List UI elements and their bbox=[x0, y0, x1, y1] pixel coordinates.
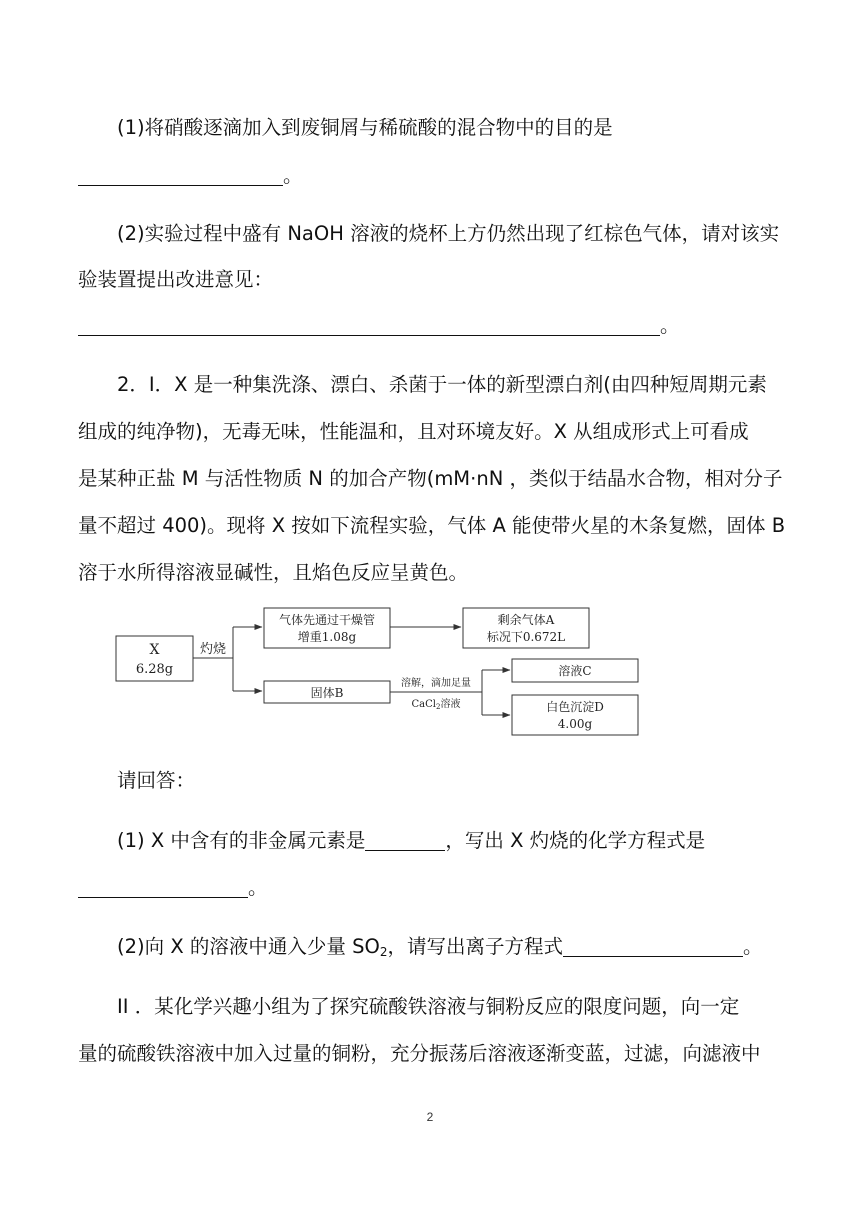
q1-part2-answer: 。 bbox=[78, 312, 680, 340]
answer-blank[interactable] bbox=[365, 830, 445, 851]
dissolve-line2: CaCl$_2$溶液 bbox=[411, 699, 461, 711]
q1-part2-cont: 验装置提出改进意见： bbox=[78, 268, 274, 291]
answer-blank[interactable] bbox=[563, 936, 743, 957]
flow-diagram bbox=[110, 600, 650, 740]
q2-sub1-answer: 。 bbox=[78, 874, 268, 902]
q2-intro-line: 是某种正盐 M 与活性物质 N 的加合产物(mM·nN ，类似于结晶水合物，相对分子 bbox=[78, 467, 783, 490]
remaining-line1: 剩余气体A bbox=[497, 613, 555, 627]
q1-part2-text: (2)实验过程中盛有 NaOH 溶液的烧杯上方仍然出现了红棕色气体，请对该实 bbox=[117, 222, 780, 245]
solid-label: 固体B bbox=[310, 686, 344, 700]
x-mass: 6.28g bbox=[135, 662, 174, 677]
x-label: X bbox=[149, 642, 160, 658]
answer-blank[interactable] bbox=[78, 315, 660, 336]
q2-intro-line: 溶于水所得溶液显碱性，且焰色反应呈黄色。 bbox=[78, 561, 469, 584]
remaining-line2: 标况下0.672L bbox=[486, 630, 566, 644]
burn-label: 灼烧 bbox=[199, 642, 227, 657]
q1-part1-answer: 。 bbox=[78, 162, 303, 190]
q2-sub2-line: (2)向 X 的溶液中通入少量 $SO_2$，请写出离子方程式 。 bbox=[117, 935, 763, 959]
q2-sub1-line: (1) X 中含有的非金属元素是 ，写出 X 灼烧的化学方程式是 bbox=[117, 829, 706, 852]
solution-label: 溶液C bbox=[558, 664, 592, 678]
part2-line: 量的硫酸铁溶液中加入过量的铜粉，充分振荡后溶液逐渐变蓝，过滤，向滤液中 bbox=[78, 1042, 761, 1065]
q2-intro-line: 组成的纯净物)，无毒无味，性能温和，且对环境友好。X 从组成形式上可看成 bbox=[78, 420, 749, 443]
q2-intro-line: 量不超过 400)。现将 X 按如下流程实验，气体 A 能使带火星的木条复燃，固体 B bbox=[78, 514, 786, 537]
gas-line2: 增重1.08g bbox=[297, 630, 357, 644]
precipitate-line2: 4.00g bbox=[557, 717, 593, 731]
answer-blank[interactable] bbox=[78, 877, 248, 898]
gas-line1: 气体先通过干燥管 bbox=[278, 613, 376, 627]
precipitate-line1: 白色沉淀D bbox=[546, 700, 604, 714]
dissolve-line1: 溶解，滴加足量 bbox=[401, 678, 471, 689]
page-number: 2 bbox=[426, 1110, 434, 1124]
q1-part1-text: (1)将硝酸逐滴加入到废铜屑与稀硫酸的混合物中的目的是 bbox=[117, 116, 613, 139]
ask-line: 请回答： bbox=[117, 769, 196, 792]
answer-blank[interactable] bbox=[78, 165, 283, 186]
q2-intro-line: 2．I．X 是一种集洗涤、漂白、杀菌于一体的新型漂白剂(由四种短周期元素 bbox=[117, 373, 767, 396]
part2-line: II ．某化学兴趣小组为了探究硫酸铁溶液与铜粉反应的限度问题，向一定 bbox=[117, 995, 740, 1018]
